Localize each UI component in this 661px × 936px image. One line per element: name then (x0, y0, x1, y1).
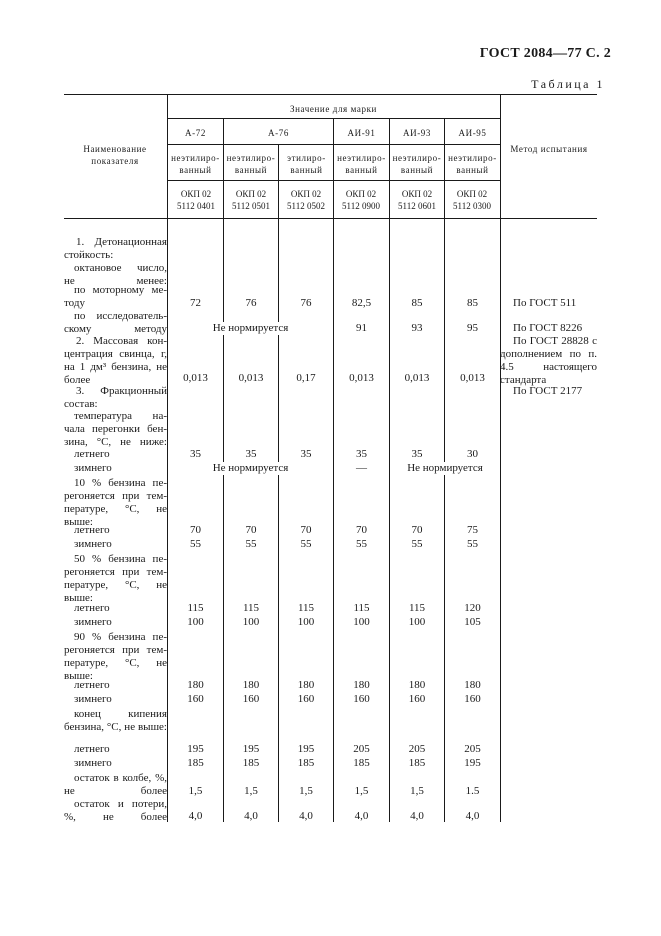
value-cell: 4,0 (354, 810, 369, 822)
value-cell: 160 (242, 693, 260, 705)
value-cell: 100 (242, 616, 260, 628)
value-group-header: Значение для марки (290, 104, 377, 114)
value-cell: 95 (467, 322, 478, 334)
brand-header: А-76 (268, 128, 289, 138)
row-label: зимнего (74, 616, 112, 628)
value-cell: 0,013 (238, 372, 264, 384)
value-cell: 185 (353, 757, 370, 769)
value-cell: 100 (187, 616, 204, 628)
row-label: температура на-чала перегонки бен-зина, °С, не ниже: (64, 410, 167, 448)
value-cell: 4,0 (188, 810, 203, 822)
value-cell: 35 (245, 448, 257, 460)
okp-code: ОКП 02 5112 0601 (398, 189, 436, 211)
value-cell: 115 (408, 602, 426, 614)
row-label: конец кипения бензина, °С, не выше: (64, 708, 167, 733)
value-cell: 0,013 (460, 372, 485, 384)
okp-code: ОКП 02 5112 0300 (453, 189, 491, 211)
value-cell: 75 (467, 524, 478, 536)
value-cell: 0,013 (349, 372, 374, 384)
fuel-type-header: этилиро-ванный (287, 153, 326, 175)
value-cell: 76 (245, 297, 257, 309)
value-cell: 1,5 (299, 785, 313, 797)
dash-cell: — (356, 462, 367, 474)
value-cell: 195 (464, 757, 481, 769)
value-cell: 55 (411, 538, 423, 550)
value-cell: 160 (187, 693, 204, 705)
value-cell: 4,0 (299, 810, 313, 822)
value-cell: 185 (408, 757, 426, 769)
value-cell: 82,5 (351, 297, 372, 309)
brand-header: А-72 (185, 128, 206, 138)
row-label: 1. Детонационная стойкость: (64, 236, 167, 261)
value-cell: 0,013 (404, 372, 430, 384)
not-normed-cell: Не нормируется (390, 462, 500, 475)
value-cell: 100 (297, 616, 315, 628)
fuel-type-header: неэтилиро-ванный (171, 153, 220, 175)
table-top-rule (64, 94, 597, 95)
test-method: По ГОСТ 28828 с дополнением по п. 4.5 настоящего стандарта (500, 335, 597, 386)
okp-code: ОКП 02 5112 0900 (342, 189, 380, 211)
value-cell: 1,5 (410, 785, 424, 797)
value-cell: 70 (411, 524, 423, 536)
row-label: летнего (74, 448, 110, 460)
value-cell: 195 (242, 743, 260, 755)
value-cell: 180 (353, 679, 370, 691)
value-cell: 1,5 (188, 785, 203, 797)
test-method: По ГОСТ 2177 (513, 385, 583, 397)
value-cell: 70 (190, 524, 201, 536)
value-cell: 185 (297, 757, 315, 769)
value-cell: 180 (408, 679, 426, 691)
value-cell: 72 (190, 297, 201, 309)
value-cell: 4,0 (410, 810, 424, 822)
value-cell: 91 (356, 322, 367, 334)
value-cell: 205 (464, 743, 481, 755)
value-cell: 76 (300, 297, 312, 309)
value-cell: 55 (190, 538, 201, 550)
value-cell: 160 (464, 693, 481, 705)
value-cell: 35 (190, 448, 201, 460)
value-cell: 55 (467, 538, 478, 550)
value-cell: 205 (408, 743, 426, 755)
brand-header: АИ-91 (347, 128, 376, 138)
row-label: по исследователь-скому методу (64, 310, 167, 335)
row-label: 3. Фракционный состав: (64, 385, 167, 410)
value-cell: 55 (356, 538, 367, 550)
value-cell: 55 (300, 538, 312, 550)
value-cell: 160 (408, 693, 426, 705)
value-cell: 35 (356, 448, 367, 460)
brand-header: АИ-93 (403, 128, 431, 138)
row-label: 10 % бензина пе-регоняется при тем-пературе, °С, не выше: (64, 477, 167, 528)
value-cell: 70 (245, 524, 257, 536)
name-column-header: Наименование показателя (83, 144, 147, 166)
row-label: октановое число, не менее: (64, 262, 167, 287)
value-cell: 195 (297, 743, 315, 755)
value-cell: 180 (464, 679, 481, 691)
row-label: 90 % бензина пе-регоняется при тем-пературе, °С, не выше: (64, 631, 167, 682)
okp-code: ОКП 02 5112 0501 (232, 189, 270, 211)
value-cell: 115 (297, 602, 315, 614)
value-cell: 185 (242, 757, 260, 769)
row-label: зимнего (74, 462, 112, 474)
row-label: летнего (74, 524, 110, 536)
value-cell: 0,17 (296, 372, 316, 384)
header-bottom-rule (64, 218, 597, 219)
value-cell: 160 (353, 693, 370, 705)
value-cell: 180 (187, 679, 204, 691)
brand-header: АИ-95 (458, 128, 487, 138)
fuel-type-header: неэтилиро-ванный (392, 153, 442, 175)
row-label: зимнего (74, 693, 112, 705)
table-label: Таблица 1 (531, 77, 605, 91)
value-cell: 195 (187, 743, 204, 755)
value-cell: 120 (464, 602, 481, 614)
document-title: ГОСТ 2084—77 С. 2 (479, 46, 611, 61)
value-cell: 100 (408, 616, 426, 628)
value-cell: 100 (353, 616, 370, 628)
not-normed-cell: Не нормируется (168, 462, 333, 475)
value-cell: 115 (353, 602, 370, 614)
value-cell: 115 (242, 602, 260, 614)
row-label: летнего (74, 743, 110, 755)
value-cell: 85 (411, 297, 423, 309)
row-label: зимнего (74, 757, 112, 769)
value-cell: 70 (356, 524, 367, 536)
fuel-type-header: неэтилиро-ванный (448, 153, 497, 175)
value-cell: 35 (300, 448, 312, 460)
fuel-type-header: неэтилиро-ванный (226, 153, 276, 175)
okp-code: ОКП 02 5112 0401 (177, 189, 215, 211)
value-cell: 180 (297, 679, 315, 691)
value-cell: 70 (300, 524, 312, 536)
not-normed-cell: Не нормируется (168, 322, 333, 335)
value-cell: 115 (187, 602, 204, 614)
value-cell: 1,5 (244, 785, 258, 797)
value-cell: 55 (245, 538, 257, 550)
value-cell: 185 (187, 757, 204, 769)
value-cell: 0,013 (183, 372, 208, 384)
fuel-type-header: неэтилиро-ванный (337, 153, 386, 175)
row-label: летнего (74, 602, 110, 614)
value-cell: 30 (467, 448, 478, 460)
value-cell: 35 (411, 448, 423, 460)
row-label: 2. Массовая кон-центрация свинца, г, на 1 дм³ бензина, не более (64, 335, 167, 386)
value-cell: 1.5 (465, 785, 480, 797)
row-label: по моторному ме-тоду (64, 284, 167, 309)
test-method: По ГОСТ 8226 (513, 322, 583, 334)
value-cell: 4,0 (244, 810, 258, 822)
test-method: По ГОСТ 511 (513, 297, 577, 309)
col-divider (500, 94, 501, 822)
value-cell: 105 (464, 616, 481, 628)
value-cell: 160 (297, 693, 315, 705)
method-column-header: Метод испытания (510, 144, 588, 154)
value-cell: 4,0 (465, 810, 480, 822)
value-cell: 205 (353, 743, 370, 755)
value-cell: 85 (467, 297, 478, 309)
row-label: остаток и потери, %, не более (64, 798, 167, 823)
value-cell: 180 (242, 679, 260, 691)
row-label: 50 % бензина пе-регоняется при тем-пературе, °С, не выше: (64, 553, 167, 604)
row-label: остаток в колбе, %, не более (64, 772, 167, 797)
row-label: летнего (74, 679, 110, 691)
okp-code: ОКП 02 5112 0502 (287, 189, 325, 211)
row-label: зимнего (74, 538, 112, 550)
col-divider (278, 144, 279, 822)
value-cell: 1,5 (354, 785, 369, 797)
value-cell: 93 (411, 322, 423, 334)
